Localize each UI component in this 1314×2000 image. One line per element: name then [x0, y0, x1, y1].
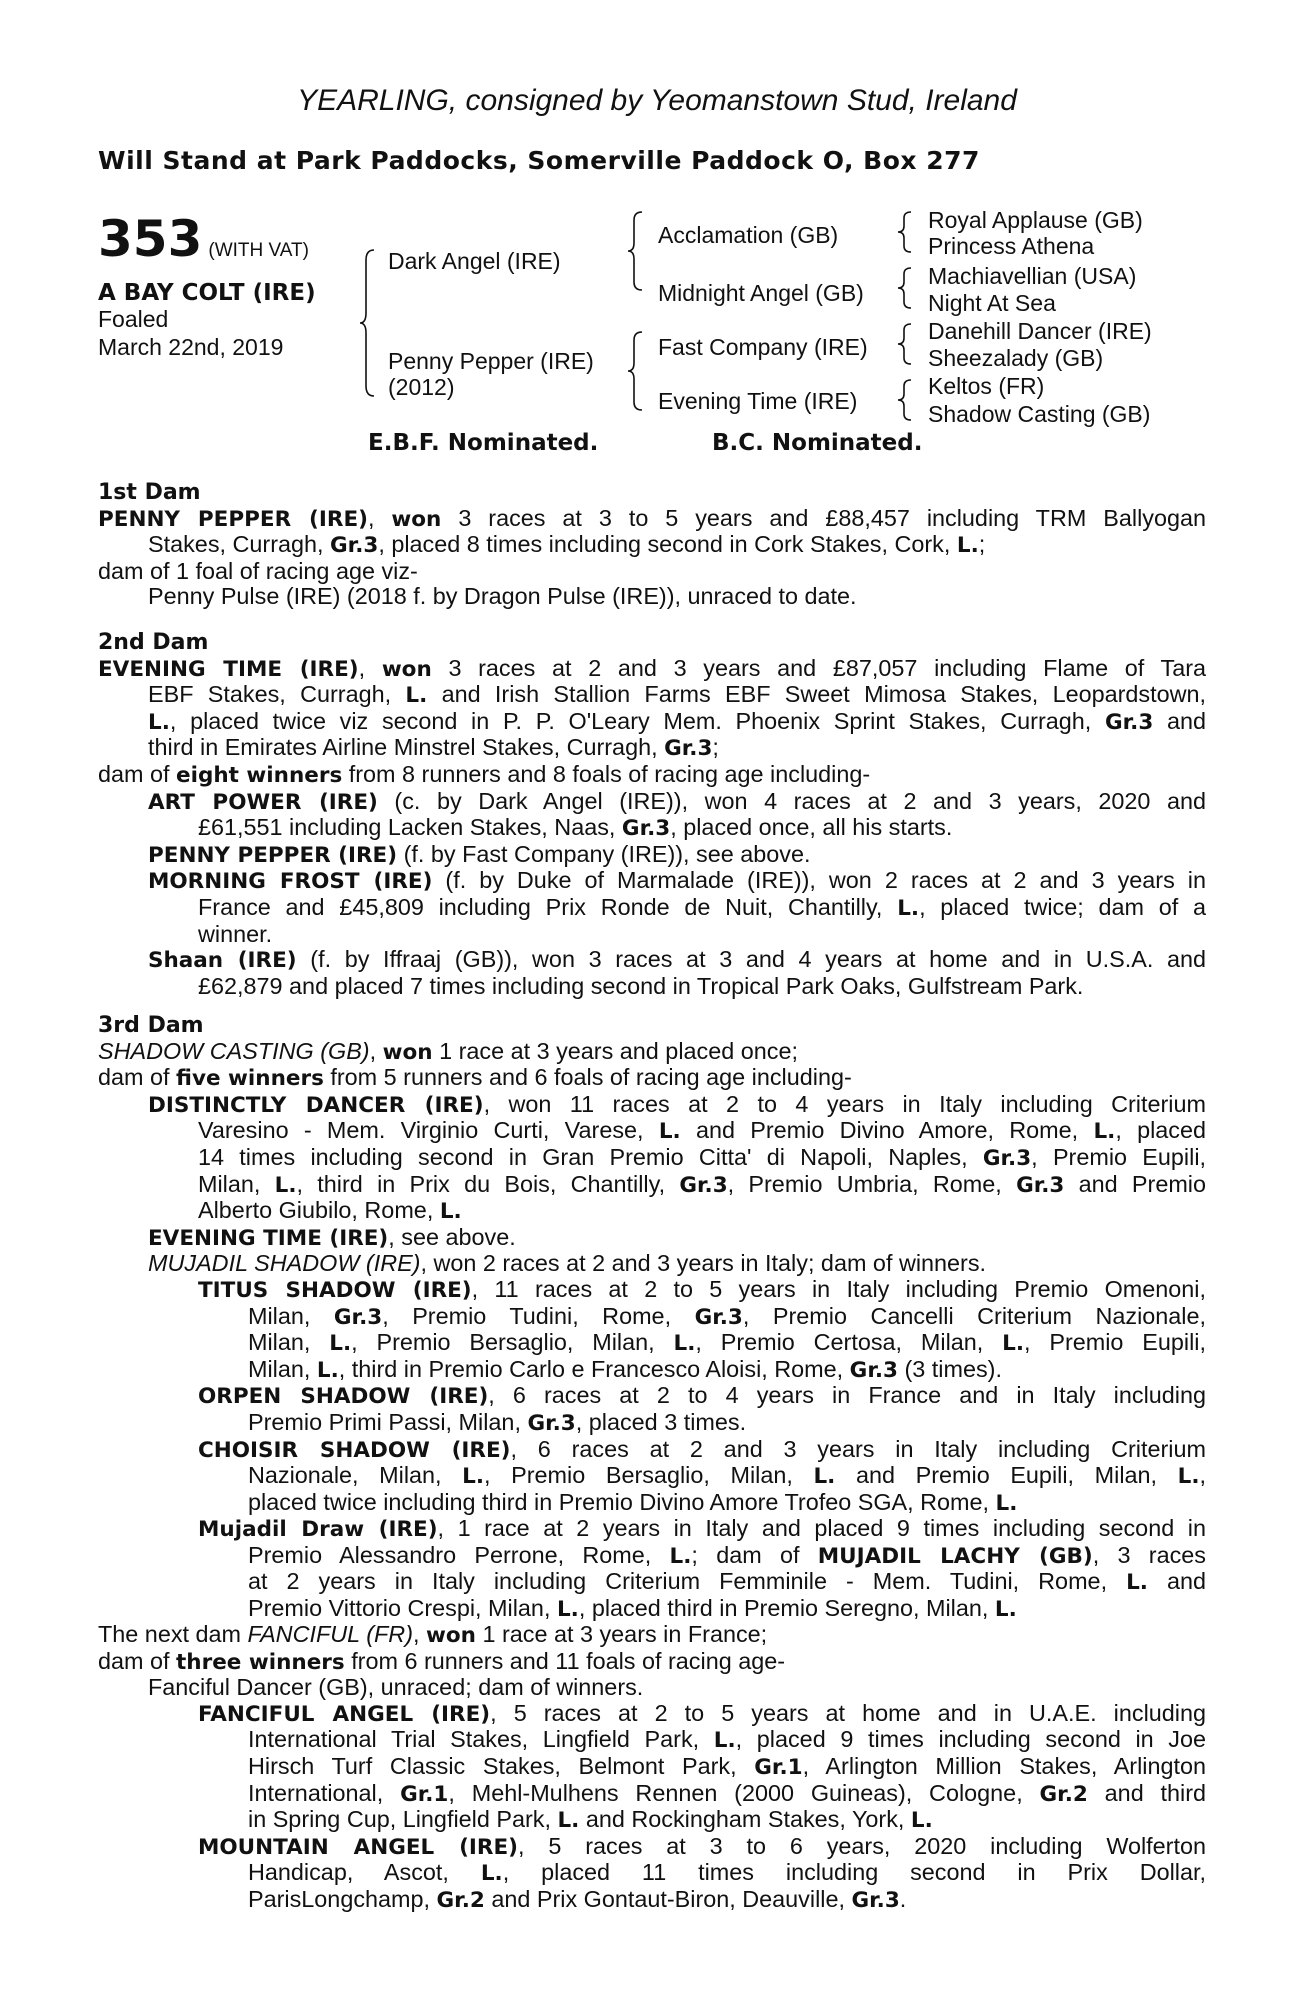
- listed: L.: [329, 1331, 352, 1357]
- orpen-shadow-line-2: [98, 1410, 1206, 1437]
- listed: L.: [1126, 1570, 1148, 1596]
- shaan-line-1: [98, 947, 1206, 974]
- text: dam of: [98, 1647, 170, 1674]
- listed: L.: [1002, 1331, 1025, 1357]
- first-dam-line-1: [98, 506, 1206, 533]
- text: , placed 8 times including second in Cork Stakes, Cork,: [378, 531, 951, 558]
- text: , Premio Cancelli Criterium Nazionale,: [742, 1302, 1207, 1329]
- text: , placed twice viz second in P. P. O'Leary Mem. Phoenix Sprint Stakes, Curragh,: [169, 707, 1092, 734]
- art-power-line-2: [98, 815, 1206, 842]
- text: ; dam of: [691, 1541, 800, 1568]
- comma: ,: [358, 654, 366, 681]
- third-dam-heading: 3rd Dam: [98, 1013, 204, 1038]
- art-power-line-1: [98, 789, 1206, 816]
- text: 1 race at 3 years and placed once;: [439, 1037, 798, 1064]
- text: , 5 races at 2 to 5 years at home and in U.A.E. including: [490, 1699, 1206, 1726]
- pedigree-g8: Shadow Casting (GB): [928, 401, 1151, 427]
- text: Milan,: [248, 1329, 311, 1356]
- orpen-shadow-line-1: [98, 1383, 1206, 1410]
- text: EBF Stakes, Curragh,: [148, 681, 392, 708]
- grade: Gr.3: [1104, 709, 1154, 735]
- first-dam-line-3: dam of 1 foal of racing age viz-: [98, 557, 418, 584]
- grade: Gr.2: [436, 1887, 485, 1913]
- morning-frost-line-1: [98, 868, 1206, 895]
- text: Milan,: [198, 1170, 261, 1197]
- text: dam of: [98, 1064, 170, 1091]
- text: and Rockingham Stakes, York,: [585, 1806, 905, 1833]
- text: from 8 runners and 8 foals of racing age including-: [348, 760, 871, 787]
- listed: L.: [480, 1861, 503, 1887]
- text: , Premio Certosa, Milan,: [695, 1329, 984, 1356]
- text: , won 2 races at 2 and 3 years in Italy; dam of winners.: [420, 1250, 987, 1277]
- bc-nominated: B.C. Nominated.: [712, 430, 923, 456]
- listed: L.: [658, 1119, 681, 1145]
- titus-shadow-line-3: [98, 1330, 1206, 1357]
- titus-shadow-line-1: [98, 1277, 1206, 1304]
- pedigree-g1: Royal Applause (GB): [928, 207, 1143, 233]
- morning-frost-line-3: winner.: [198, 920, 273, 947]
- grade: Gr.3: [679, 1172, 728, 1198]
- second-dam-line-5: [98, 762, 1206, 789]
- text: , placed 11 times including second in Prix Dollar,: [502, 1859, 1207, 1886]
- fanciful-angel-line-2: [98, 1727, 1206, 1754]
- text: and Irish Stallion Farms EBF Sweet Mimosa Stakes, Leopardstown,: [441, 681, 1207, 708]
- distinctly-dancer-line-3: [98, 1145, 1206, 1172]
- text: , Premio Umbria, Rome,: [727, 1170, 1002, 1197]
- distinctly-dancer-line-5: [98, 1198, 1206, 1225]
- horse-evening-time: EVENING TIME (IRE): [98, 656, 359, 682]
- sire-line-brace: [628, 210, 648, 292]
- text: , 6 races at 2 to 4 years in France and in Italy including: [488, 1382, 1206, 1409]
- foaled-label: Foaled: [98, 306, 169, 332]
- text: , 5 races at 3 to 6 years, 2020 including Wolferton: [518, 1832, 1206, 1859]
- text: Hirsch Turf Classic Stakes, Belmont Park,: [248, 1752, 737, 1779]
- distinctly-dancer-line-2: [98, 1118, 1206, 1145]
- text: third in Emirates Airline Minstrel Stakes, Curragh,: [148, 734, 658, 761]
- horse-shadow-casting: SHADOW CASTING (GB): [98, 1037, 370, 1064]
- text: and third: [1104, 1779, 1207, 1806]
- text: Varesino - Mem. Virginio Curti, Varese,: [198, 1117, 644, 1144]
- mountain-angel-line-2: [98, 1860, 1206, 1887]
- pedigree-dam-year: (2012): [388, 374, 455, 400]
- horse-evening-time-ref: EVENING TIME (IRE): [148, 1225, 389, 1251]
- next-dam-section: [98, 1622, 1206, 1914]
- text: and Premio: [1078, 1170, 1207, 1197]
- grade: Gr.3: [694, 1304, 743, 1330]
- text: International,: [248, 1779, 384, 1806]
- text: .: [899, 1885, 907, 1912]
- foaled-date: March 22nd, 2019: [98, 334, 284, 360]
- grade: Gr.1: [754, 1754, 803, 1780]
- grade: Gr.3: [621, 816, 671, 842]
- pedigree-dam-dam: Evening Time (IRE): [658, 388, 858, 414]
- listed: L.: [956, 533, 979, 559]
- text: Stakes, Curragh,: [148, 531, 324, 558]
- text: and Premio Eupili, Milan,: [855, 1462, 1158, 1489]
- text: Premio Primi Passi, Milan,: [248, 1408, 521, 1435]
- fanciful-angel-line-5: [98, 1807, 1206, 1834]
- text: 1 race at 3 years in France;: [482, 1621, 768, 1647]
- mujadil-draw-line-2: [98, 1543, 1206, 1570]
- horse-mountain-angel: MOUNTAIN ANGEL (IRE): [198, 1834, 518, 1860]
- horse-mujadil-draw: Mujadil Draw (IRE): [198, 1517, 438, 1543]
- comma: ,: [369, 1037, 377, 1064]
- fanciful-angel-line-1: [98, 1701, 1206, 1728]
- distinctly-dancer-line-1: [98, 1092, 1206, 1119]
- mujadil-shadow-line: [98, 1251, 1206, 1277]
- text: and Prix Gontaut-Biron, Deauville,: [491, 1885, 845, 1912]
- horse-penny-pepper: PENNY PEPPER (IRE): [98, 506, 368, 532]
- second-dam-heading: 2nd Dam: [98, 630, 209, 655]
- text: in Spring Cup, Lingfield Park,: [248, 1806, 551, 1833]
- grade: Gr.3: [851, 1887, 900, 1913]
- next-dam-line-1: [98, 1622, 1206, 1649]
- horse-titus-shadow: TITUS SHADOW (IRE): [198, 1277, 472, 1303]
- text: , Premio Tudini, Rome,: [382, 1302, 672, 1329]
- choisir-shadow-line-1: [98, 1437, 1206, 1464]
- second-dam-line-2: [98, 682, 1206, 709]
- winners-count: eight winners: [176, 762, 343, 788]
- won-label: won: [426, 1623, 476, 1648]
- listed: L.: [462, 1464, 485, 1490]
- horse-mujadil-lachy: MUJADIL LACHY (GB): [817, 1543, 1093, 1569]
- morning-frost-line-2: [98, 895, 1206, 922]
- text: , Premio Bersaglio, Milan,: [484, 1462, 793, 1489]
- text: , 1 race at 2 years in Italy and placed 9 times including second in: [437, 1515, 1206, 1542]
- consignment-line: YEARLING, consigned by Yeomanstown Stud, Ireland: [297, 84, 1017, 117]
- listed: L.: [148, 709, 170, 735]
- text: ,: [1199, 1462, 1207, 1489]
- text: , Premio Eupili,: [1024, 1329, 1206, 1356]
- text: ;: [712, 734, 719, 761]
- text: 14 times including second in Gran Premio Citta' di Napoli, Naples,: [198, 1143, 968, 1170]
- mountain-angel-line-1: [98, 1834, 1206, 1861]
- comma: ,: [367, 504, 375, 531]
- grade: Gr.3: [330, 533, 379, 559]
- listed: L.: [995, 1490, 1018, 1516]
- text: from 6 runners and 11 foals of racing age-: [351, 1647, 786, 1674]
- text: , third in Prix du Bois, Chantilly,: [296, 1170, 666, 1197]
- third-dam-line-2: [98, 1065, 1206, 1092]
- grade: Gr.3: [664, 736, 713, 762]
- listed: L.: [673, 1331, 696, 1357]
- text: Premio Alessandro Perrone, Rome,: [248, 1541, 652, 1568]
- text: ;: [978, 531, 986, 558]
- text: , placed third in Premio Seregno, Milan,: [578, 1595, 989, 1622]
- second-dam-line-1: [98, 656, 1206, 683]
- grade: Gr.3: [849, 1357, 898, 1383]
- sire-dam-brace: [360, 248, 380, 398]
- listed: L.: [669, 1543, 692, 1569]
- distinctly-dancer-line-4: [98, 1172, 1206, 1199]
- dam-line-brace: [628, 330, 648, 412]
- pedigree-dam: Penny Pepper (IRE): [388, 348, 594, 374]
- text: and: [1166, 1568, 1206, 1595]
- text: Premio Vittorio Crespi, Milan,: [248, 1595, 551, 1622]
- fanciful-angel-line-3: [98, 1754, 1206, 1781]
- pedigree-g2: Princess Athena: [928, 233, 1095, 259]
- won-label: won: [382, 1039, 433, 1065]
- text: (f. by Iffraaj (GB)), won 3 races at 3 and 4 years at home and in U.S.A. and: [310, 946, 1206, 973]
- text: 3 races at 2 and 3 years and £87,057 including Flame of Tara: [448, 654, 1207, 681]
- text: , placed 9 times including second in Joe: [735, 1726, 1207, 1753]
- text: , Mehl-Mulhens Rennen (2000 Guineas), Cologne,: [448, 1779, 1023, 1806]
- choisir-shadow-line-3: [98, 1490, 1206, 1517]
- first-dam-line-4: Penny Pulse (IRE) (2018 f. by Dragon Pulse (IRE)), unraced to date.: [148, 583, 857, 610]
- stand-location: Will Stand at Park Paddocks, Somerville Paddock O, Box 277: [98, 146, 980, 175]
- choisir-shadow-line-2: [98, 1463, 1206, 1490]
- listed: L.: [813, 1464, 836, 1490]
- titus-shadow-line-4: [98, 1357, 1206, 1384]
- listed: L.: [439, 1199, 462, 1225]
- text: , 11 races at 2 to 5 years in Italy including Premio Omenoni,: [471, 1275, 1206, 1302]
- text: placed twice including third in Premio Divino Amore Trofeo SGA, Rome,: [248, 1488, 990, 1515]
- text: International Trial Stakes, Lingfield Park,: [248, 1726, 700, 1753]
- text: , see above.: [388, 1223, 516, 1250]
- fanciful-angel-line-4: [98, 1781, 1206, 1808]
- text: , 6 races at 2 and 3 years in Italy including Criterium: [510, 1435, 1206, 1462]
- grade: Gr.3: [1016, 1172, 1065, 1198]
- listed: L.: [274, 1172, 297, 1198]
- evening-time-ref-line: [98, 1225, 1206, 1252]
- lot-number-block: [98, 210, 309, 268]
- text: , placed once, all his starts.: [670, 814, 953, 841]
- text: 3 races at 3 to 5 years and £88,457 including TRM Ballyogan: [458, 504, 1207, 531]
- text: , third in Premio Carlo e Francesco Aloisi, Rome,: [338, 1355, 844, 1382]
- text: , placed 3 times.: [575, 1408, 747, 1435]
- g56-brace: [898, 322, 916, 366]
- text: Milan,: [248, 1355, 311, 1382]
- text: , won 11 races at 2 to 4 years in Italy including Criterium: [483, 1090, 1206, 1117]
- text: Alberto Giubilo, Rome,: [198, 1197, 434, 1224]
- grade: Gr.3: [527, 1410, 576, 1436]
- text: , 3 races: [1092, 1541, 1206, 1568]
- first-dam-heading: 1st Dam: [98, 480, 201, 505]
- pedigree-sire-sire: Acclamation (GB): [658, 222, 839, 248]
- listed: L.: [994, 1597, 1017, 1623]
- text: at 2 years in Italy including Criterium Femminile - Mem. Tudini, Rome,: [248, 1568, 1108, 1595]
- text: £61,551 including Lacken Stakes, Naas,: [198, 814, 616, 841]
- pedigree-g4: Night At Sea: [928, 290, 1056, 316]
- pedigree-g6: Sheezalady (GB): [928, 345, 1104, 371]
- text: Nazionale, Milan,: [248, 1462, 442, 1489]
- lot-number: 353: [98, 210, 203, 268]
- second-dam-section: [98, 630, 1206, 999]
- next-dam-line-2: [98, 1649, 1206, 1676]
- text: dam of: [98, 760, 170, 787]
- second-dam-line-4: [98, 735, 1206, 762]
- grade: Gr.1: [400, 1781, 449, 1807]
- horse-shaan: Shaan (IRE): [148, 948, 297, 974]
- horse-morning-frost: MORNING FROST (IRE): [148, 869, 433, 895]
- won-label: won: [381, 656, 432, 682]
- mujadil-draw-line-1: [98, 1516, 1206, 1543]
- horse-penny-pepper-ref: PENNY PEPPER (IRE): [148, 842, 398, 868]
- text: (f. by Fast Company (IRE)), see above.: [403, 840, 811, 867]
- second-dam-line-3: [98, 709, 1206, 736]
- text: (c. by Dark Angel (IRE)), won 4 races at 2 and 3 years, 2020 and: [394, 787, 1206, 814]
- text: and Premio Divino Amore, Rome,: [695, 1117, 1079, 1144]
- horse-fanciful-angel: FANCIFUL ANGEL (IRE): [198, 1701, 491, 1727]
- third-dam-line-1: [98, 1039, 1206, 1066]
- listed: L.: [910, 1808, 933, 1834]
- text: France and £45,809 including Prix Ronde de Nuit, Chantilly,: [198, 893, 883, 920]
- pedigree-g3: Machiavellian (USA): [928, 263, 1137, 289]
- listed: L.: [897, 895, 920, 921]
- shaan-line-2: £62,879 and placed 7 times including second in Tropical Park Oaks, Gulfstream Park.: [198, 972, 1084, 999]
- third-dam-section: [98, 1013, 1206, 1623]
- horse-distinctly-dancer: DISTINCTLY DANCER (IRE): [148, 1092, 484, 1118]
- text: , Premio Bersaglio, Milan,: [351, 1329, 655, 1356]
- horse-mujadil-shadow: MUJADIL SHADOW (IRE): [148, 1250, 421, 1277]
- text: , placed: [1115, 1117, 1207, 1144]
- listed: L.: [713, 1728, 736, 1754]
- text: Milan,: [248, 1302, 311, 1329]
- text: , Premio Eupili,: [1031, 1143, 1207, 1170]
- mountain-angel-line-3: [98, 1887, 1206, 1914]
- g34-brace: [898, 266, 916, 310]
- text: , placed twice; dam of a: [919, 893, 1207, 920]
- g78-brace: [898, 378, 916, 422]
- text: (3 times).: [904, 1355, 1002, 1382]
- winners-count: five winners: [176, 1066, 324, 1092]
- horse-choisir-shadow: CHOISIR SHADOW (IRE): [198, 1437, 511, 1463]
- horse-name: A BAY COLT (IRE): [98, 280, 316, 306]
- fanciful-dancer-line: Fanciful Dancer (GB), unraced; dam of winners.: [148, 1674, 644, 1701]
- listed: L.: [556, 1597, 579, 1623]
- listed: L.: [405, 683, 428, 709]
- first-dam-section: [98, 480, 1206, 610]
- horse-fanciful: FANCIFUL (FR): [247, 1621, 413, 1647]
- text: and: [1166, 707, 1207, 734]
- ebf-nominated: E.B.F. Nominated.: [368, 430, 599, 456]
- listed: L.: [557, 1808, 580, 1834]
- g12-brace: [898, 210, 916, 254]
- comma: ,: [413, 1621, 420, 1647]
- mujadil-draw-line-4: [98, 1596, 1206, 1623]
- vat-label: (WITH VAT): [208, 240, 309, 261]
- winners-count: three winners: [176, 1649, 345, 1675]
- pedigree-sire: Dark Angel (IRE): [388, 248, 561, 274]
- pedigree-g5: Danehill Dancer (IRE): [928, 318, 1152, 344]
- text: The next dam: [98, 1621, 242, 1647]
- listed: L.: [1177, 1464, 1200, 1490]
- text: (f. by Duke of Marmalade (IRE)), won 2 races at 2 and 3 years in: [445, 867, 1206, 894]
- pedigree-sire-dam: Midnight Angel (GB): [658, 280, 864, 306]
- pedigree-g7: Keltos (FR): [928, 373, 1045, 399]
- horse-orpen-shadow: ORPEN SHADOW (IRE): [198, 1384, 489, 1410]
- penny-pepper-line: [98, 842, 1206, 869]
- grade: Gr.3: [333, 1304, 383, 1330]
- titus-shadow-line-2: [98, 1304, 1206, 1331]
- listed: L.: [1093, 1119, 1116, 1145]
- text: Handicap, Ascot,: [248, 1859, 449, 1886]
- won-label: won: [391, 506, 442, 532]
- text: ParisLongchamp,: [248, 1885, 431, 1912]
- grade: Gr.2: [1039, 1781, 1088, 1807]
- pedigree-dam-sire: Fast Company (IRE): [658, 334, 868, 360]
- listed: L.: [316, 1357, 339, 1383]
- grade: Gr.3: [982, 1145, 1032, 1171]
- mujadil-draw-line-3: [98, 1569, 1206, 1596]
- first-dam-line-2: [98, 532, 1206, 559]
- text: , Arlington Million Stakes, Arlington: [802, 1752, 1207, 1779]
- text: from 5 runners and 6 foals of racing age including-: [330, 1064, 852, 1091]
- horse-art-power: ART POWER (IRE): [148, 789, 378, 815]
